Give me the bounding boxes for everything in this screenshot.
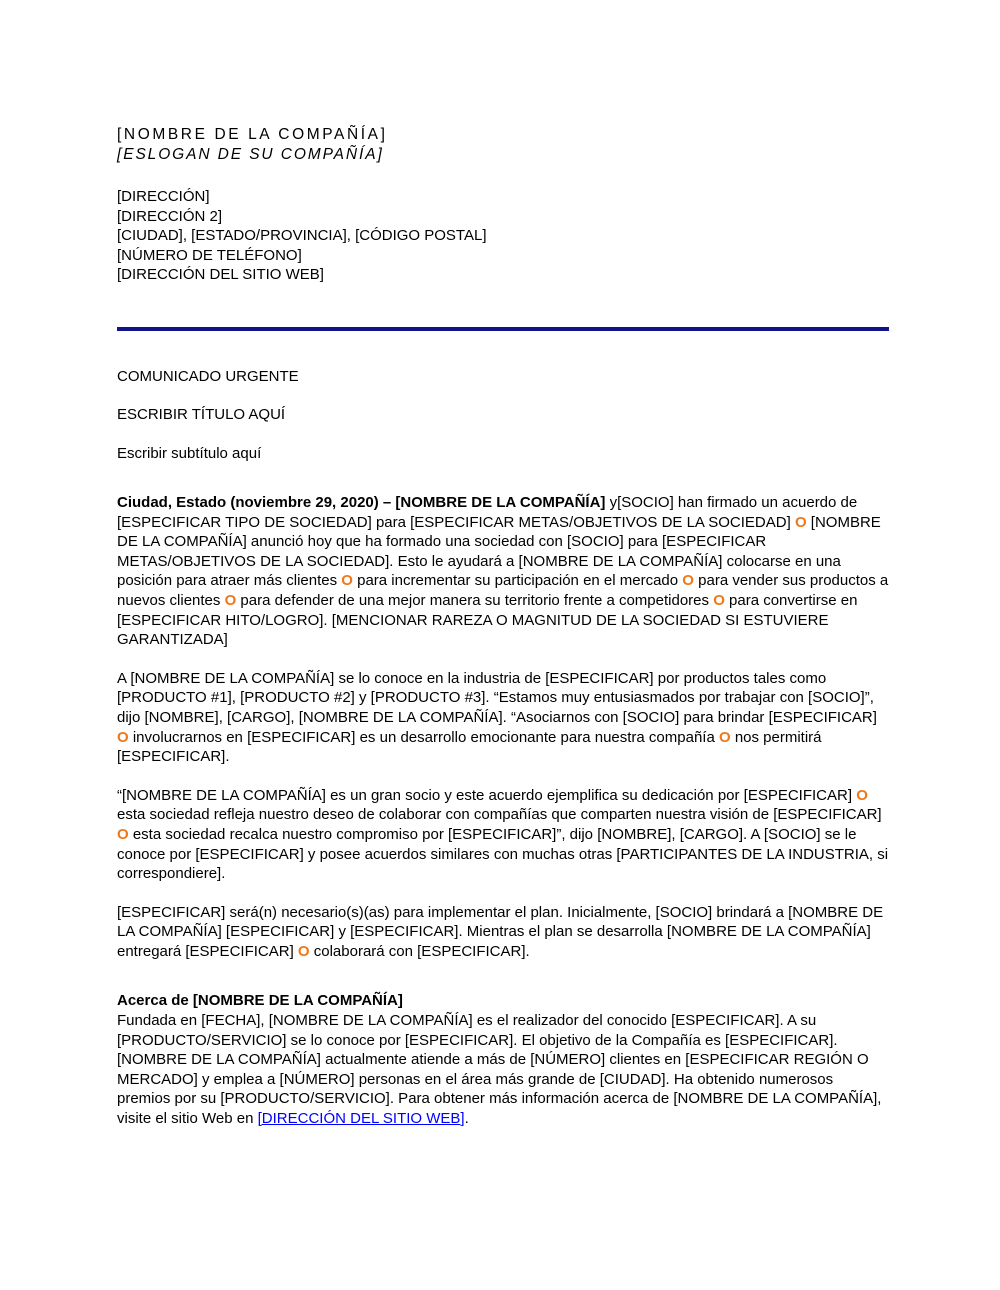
header-divider-rule <box>117 327 889 331</box>
paragraph-3 <box>117 786 889 884</box>
about-text-before-link: Fundada en [FECHA], [NOMBRE DE LA COMPAÑÍA] es el realizador del conocido [ESPECIFICAR]. A su [PRODUCTO/SERVICIO] se lo conoce por [ESPECIFICAR]. El objetivo de la Compañía es [ESPECIFICAR]. [NOMBRE DE LA COMPAÑÍA] actualmente atiende a más de [NÚMERO] clientes en [ESPECIFICAR REGIÓN O MERCADO] y emplea a [NÚMERO] personas en el área más grande de [CIUDAD]. Ha obtenido numerosos premios por su [PRODUCTO/SERVICIO]. Para obtener más información acerca de [NOMBRE DE LA COMPAÑÍA], visite el sitio Web en <box>117 1012 882 1128</box>
divider-wrap <box>117 327 888 331</box>
alt-marker-icon: O <box>117 825 129 843</box>
about-text-after-link: . <box>464 1110 469 1128</box>
paragraph-4 <box>117 903 889 962</box>
body-copy <box>117 493 889 1129</box>
contact-line-website: [DIRECCIÓN DEL SITIO WEB] <box>117 266 324 283</box>
about-paragraph <box>117 991 889 1128</box>
paragraph-3-segment-1: “[NOMBRE DE LA COMPAÑÍA] es un gran socio y este acuerdo ejemplifica su dedicación por [ESPECIFICAR] <box>117 786 857 804</box>
company-name: [NOMBRE DE LA COMPAÑÍA] <box>117 126 388 143</box>
alt-marker-icon: O <box>117 728 129 746</box>
release-headline: ESCRIBIR TÍTULO AQUÍ <box>117 406 286 423</box>
release-meta <box>117 367 888 464</box>
alt-marker-icon: O <box>224 591 237 609</box>
alt-marker-icon: O <box>794 513 807 531</box>
paragraph-2-segment-3: nos permitirá [ESPECIFICAR]. <box>117 728 822 766</box>
contact-line-address2: [DIRECCIÓN 2] <box>117 207 223 225</box>
alt-marker-icon: O <box>713 591 725 609</box>
paragraph-2-segment-2: involucrarnos en [ESPECIFICAR] es un desarrollo emocionante para nuestra compañía <box>128 728 719 746</box>
contact-line-city-state-zip: [CIUDAD], [ESTADO/PROVINCIA], [CÓDIGO POSTAL] <box>117 227 487 244</box>
alt-marker-icon: O <box>718 728 731 746</box>
alt-marker-icon: O <box>297 942 310 960</box>
alt-marker-icon: O <box>856 786 868 804</box>
about-section <box>117 991 889 1128</box>
paragraph-1 <box>117 493 889 650</box>
letterhead <box>117 125 888 285</box>
contact-block <box>117 187 888 285</box>
release-subhead: Escribir subtítulo aquí <box>117 444 262 462</box>
paragraph-2 <box>117 669 889 767</box>
website-link[interactable]: [DIRECCIÓN DEL SITIO WEB] <box>257 1110 465 1128</box>
paragraph-4-segment-1: [ESPECIFICAR] será(n) necesario(s)(as) para implementar el plan. Inicialmente, [SOCIO] brindará a [NOMBRE DE LA COMPAÑÍA] [ESPECIFICAR] y [ESPECIFICAR]. Mientras el plan se desarrolla [NOMBRE DE LA COMPAÑÍA] entregará [ESPECIFICAR] <box>117 903 884 960</box>
paragraph-1-segment-5: para defender de una mejor manera su territorio frente a competidores <box>236 591 714 609</box>
paragraph-1-segment-1: y[SOCIO] han firmado un acuerdo de [ESPECIFICAR TIPO DE SOCIEDAD] para [ESPECIFICAR METAS/OBJETIVOS DE LA SOCIEDAD] <box>117 494 858 531</box>
dateline: Ciudad, Estado (noviembre 29, 2020) – [NOMBRE DE LA COMPAÑÍA] <box>117 494 606 511</box>
alt-marker-icon: O <box>341 572 353 590</box>
release-kicker: COMUNICADO URGENTE <box>117 367 299 385</box>
paragraph-2-segment-1: A [NOMBRE DE LA COMPAÑÍA] se lo conoce en la industria de [ESPECIFICAR] por productos tales como [PRODUCTO #1], [PRODUCTO #2] y [PRODUCTO #3]. “Estamos muy entusiasmados por trabajar con [SOCIO]”, dijo [NOMBRE], [CARGO], [NOMBRE DE LA COMPAÑÍA]. “Asociarnos con [SOCIO] para brindar [ESPECIFICAR] <box>117 669 877 726</box>
paragraph-1-segment-2: [NOMBRE DE LA COMPAÑÍA] anunció hoy que ha formado una sociedad con [SOCIO] para [ESPECIFICAR METAS/OBJETIVOS DE LA SOCIEDAD]. Esto le ayudará a [NOMBRE DE LA COMPAÑÍA] colocarse en una posición para atraer más clientes <box>117 513 881 590</box>
paragraph-4-segment-2: colaborará con [ESPECIFICAR]. <box>309 942 530 960</box>
contact-line-phone: [NÚMERO DE TELÉFONO] <box>117 246 302 264</box>
alt-marker-icon: O <box>682 572 694 590</box>
paragraph-1-segment-3: para incrementar su participación en el mercado <box>352 572 683 590</box>
about-heading: Acerca de [NOMBRE DE LA COMPAÑÍA] <box>117 992 403 1010</box>
contact-line-address1: [DIRECCIÓN] <box>117 188 210 205</box>
paragraph-1-segment-6: para convertirse en [ESPECIFICAR HITO/LOGRO]. [MENCIONAR RAREZA O MAGNITUD DE LA SOCIEDAD SI ESTUVIERE GARANTIZADA] <box>117 591 858 649</box>
paragraph-3-segment-2: esta sociedad refleja nuestro deseo de colaborar con compañías que comparten nuestra visión de [ESPECIFICAR] <box>117 806 882 824</box>
company-slogan: [ESLOGAN DE SU COMPAÑÍA] <box>117 146 384 163</box>
paragraph-1-segment-4: para vender sus productos a nuevos clientes <box>117 572 889 609</box>
paragraph-3-segment-3: esta sociedad recalca nuestro compromiso por [ESPECIFICAR]”, dijo [NOMBRE], [CARGO]. A [SOCIO] se le conoce por [ESPECIFICAR] y posee acuerdos similares con muchas otras [PARTICIPANTES DE LA INDUSTRIA, si correspondiere]. <box>117 825 889 883</box>
